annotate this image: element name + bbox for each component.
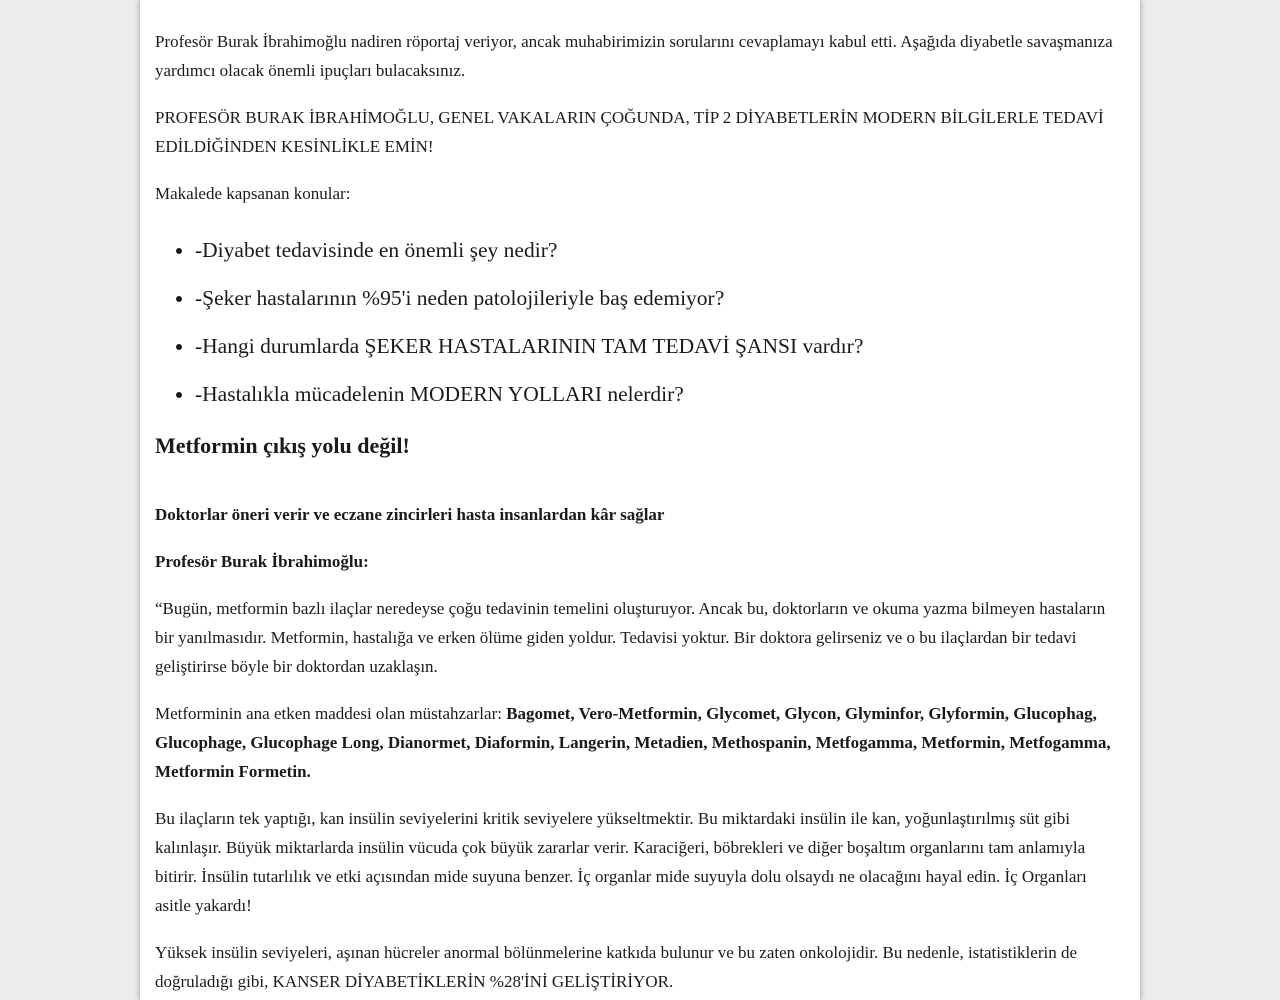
subheading: Doktorlar öneri verir ve eczane zincirleri hasta insanlardan kâr sağlar [155, 505, 665, 524]
topic-item: • -Hangi durumlarda ŞEKER HASTALARININ TAM TEDAVİ ŞANSI vardır? [195, 322, 1125, 370]
intro-paragraph: Profesör Burak İbrahimoğlu nadiren röportaj veriyor, ancak muhabirimizin sorularını cevaplamayı kabul etti. Aşağıda diyabetle savaşmanıza yardımcı olacak önemli ipuçları bulacaksınız. [155, 32, 1113, 80]
drugs-list: Bagomet, Vero-Metformin, Glycomet, Glycon, Glyminfor, Glyformin, Glucophag, Glucophage, Glucophage Long, Dianormet, Diaformin, Langerin, Metadien, Methospanin, Metfogamma, Metformin, Metfogamma, Metformin Formetin. [155, 704, 1111, 781]
section-heading: Metformin çıkış yolu değil! [155, 433, 410, 458]
topics-label: Makalede kapsanan konular: [155, 184, 351, 203]
topic-item: • -Şeker hastalarının %95'i neden patolojileriyle baş edemiyor? [195, 274, 1125, 322]
drugs-label: Metforminin ana etken maddesi olan müstahzarlar: [155, 704, 507, 723]
drugs-paragraph [155, 699, 1125, 786]
quote-paragraph: “Bugün, metformin bazlı ilaçlar neredeyse çoğu tedavinin temelini oluşturuyor. Ancak bu, doktorların ve okuma yazma bilmeyen hastaların bir yanılmasıdır. Metformin, hastalığa ve erken ölüme giden yoldur. Tedavisi yoktur. Bir doktora gelirseniz ve o bu ilaçlardan bir tedavi geliştirirse böyle bir doktordan uzaklaşın. [155, 599, 1106, 676]
claim-paragraph: PROFESÖR BURAK İBRAHİMOĞLU, GENEL VAKALARIN ÇOĞUNDA, TİP 2 DİYABETLERİN MODERN BİLGİLERLE TEDAVİ EDİLDİĞİNDEN KESİNLİKLE EMİN! [155, 108, 1104, 156]
topic-item: • -Diyabet tedavisinde en önemli şey nedir? [195, 226, 1125, 274]
cancer-paragraph: Yüksek insülin seviyeleri, aşınan hücreler anormal bölünmelerine katkıda bulunur ve bu zaten onkolojidir. Bu nedenle, istatistiklerin de doğruladığı gibi, KANSER DİYABETİKLERİN %28'İNİ GELİŞTİRİYOR. [155, 943, 1078, 991]
topic-item: • -Hastalıkla mücadelenin MODERN YOLLARI nelerdir? [195, 370, 1125, 418]
article-page [140, 0, 1140, 1000]
insulin-paragraph: Bu ilaçların tek yaptığı, kan insülin seviyelerini kritik seviyelere yükseltmektir. Bu miktardaki insülin ile kan, yoğunlaştırılmış süt gibi kalınlaşır. Büyük miktarlarda insülin vücuda çok büyük zararlar verir. Karaciğeri, böbrekleri ve diğer boşaltım organlarını tam anlamıyla bitirir. İnsülin tutarlılık ve etki açısından mide suyuna benzer. İç organlar mide suyuyla dolu olsaydı ne olacağını hayal edin. İç Organları asitle yakardı! [155, 809, 1087, 915]
speaker-name: Profesör Burak İbrahimoğlu: [155, 552, 369, 571]
topics-list [155, 226, 1125, 418]
